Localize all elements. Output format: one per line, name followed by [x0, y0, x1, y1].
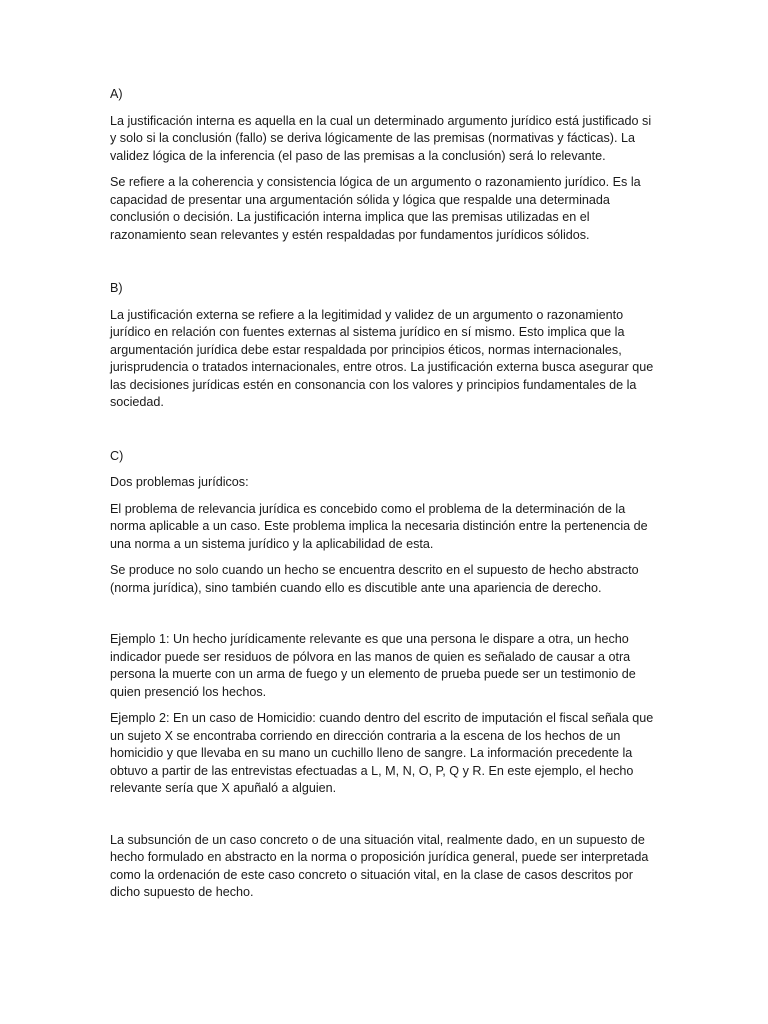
subsumption-paragraph: La subsunción de un caso concreto o de una situación vital, realmente dado, en un supuesto de hecho formulado en abstracto en la norma o proposición jurídica general, puede ser interpretada como la ordenación de este caso concreto o situación vital, en la clase de casos descritos por dicho supuesto de hecho.: [110, 832, 649, 899]
section-b-heading: B): [110, 281, 123, 295]
example-2-paragraph: Ejemplo 2: En un caso de Homicidio: cuando dentro del escrito de imputación el fiscal señala que un sujeto X se encontraba corriendo en dirección contraria a la escena de los hechos de un homicidio y que llevaba en su mano un cuchillo lleno de sangre. La información precedente la obtuvo a partir de las entrevistas efectuadas a L, M, N, O, P, Q y R. En este ejemplo, el hecho relevante sería que X apuñaló a alguien.: [110, 711, 654, 795]
section-c-paragraph-1: El problema de relevancia jurídica es concebido como el problema de la determinación de la norma aplicable a un caso. Este problema implica la necesaria distinción entre la pertenencia de una norma a un sistema jurídico y la aplicabilidad de esta.: [110, 501, 648, 551]
section-c-paragraph-2: Se produce no solo cuando un hecho se encuentra descrito en el supuesto de hecho abstracto (norma jurídica), sino también cuando ello es discutible ante una apariencia de derecho.: [110, 563, 639, 595]
section-a-heading: A): [110, 87, 123, 101]
section-a-paragraph-2: Se refiere a la coherencia y consistencia lógica de un argumento o razonamiento jurídico. Es la capacidad de presentar una argumentación sólida y lógica que respalde una determinada conclusión o decisión. La justificación interna implica que las premisas utilizadas en el razonamiento sean relevantes y estén respaldadas por fundamentos jurídicos sólidos.: [110, 175, 641, 242]
section-b-paragraph-1: La justificación externa se refiere a la legitimidad y validez de un argumento o razonamiento jurídico en relación con fuentes externas al sistema jurídico en sí mismo. Esto implica que la argumentación jurídica debe estar respaldada por principios éticos, normas internacionales, jurisprudencia o tratados internacionales, entre otros. La justificación externa busca asegurar que las decisiones jurídicas estén en consonancia con los valores y principios fundamentales de la sociedad.: [110, 307, 654, 409]
example-1-paragraph: Ejemplo 1: Un hecho jurídicamente relevante es que una persona le dispare a otra, un hecho indicador puede ser residuos de pólvora en las manos de quien es señalado de causar a otra persona la muerte con un arma de fuego y un elemento de prueba puede ser un testimonio de quien presenció los hechos.: [110, 632, 636, 699]
section-c-heading: C): [110, 448, 124, 463]
section-a-paragraph-1: La justificación interna es aquella en la cual un determinado argumento jurídico está justificado si y solo si la conclusión (fallo) se deriva lógicamente de las premisas (normativas y fácticas). La validez lógica de la inferencia (el paso de las premisas a la conclusión) será lo relevante.: [110, 113, 652, 163]
section-c-intro: Dos problemas jurídicos:: [110, 475, 249, 489]
document-page: [110, 86, 660, 911]
